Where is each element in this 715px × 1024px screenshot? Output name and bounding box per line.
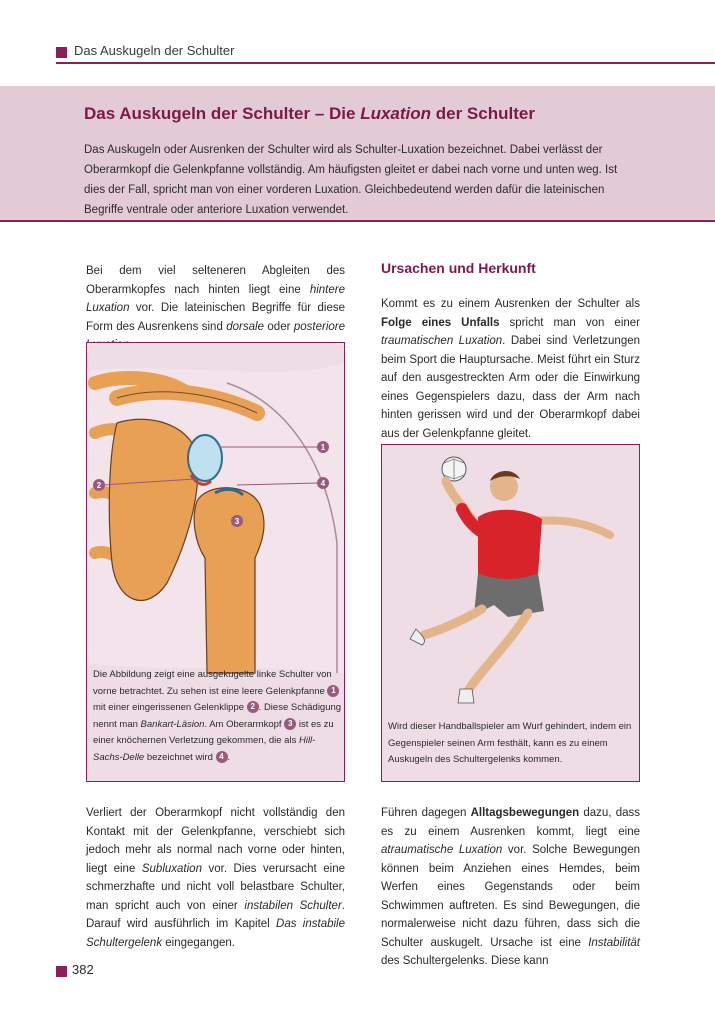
intro-line: Begriffe ventrale oder anteriore Luxation verwendet. bbox=[84, 204, 349, 216]
intro-title: Das Auskugeln der Schulter – Die Luxation der Schulter bbox=[84, 104, 535, 123]
right-paragraph-2: Führen dagegen Alltagsbewegungen dazu, dass es zu einem Ausrenken kommt, liegt eine atraumatische Luxation vor. Solche Bewegungen können beim Anziehen eines Hemdes, beim Werfen eines Gegenstands oder beim Schwimmen auftreten. Es sind Bewegungen, die normalerweise nicht dazu führen, dass sich die Schulter auskugelt. Ursache ist eine Instabilität des Schultergelenks. Diese kann bbox=[381, 807, 640, 967]
callout-1: 1 bbox=[320, 443, 326, 452]
figure2-caption: Wird dieser Handballspieler am Wurf gehindert, indem ein Gegenspieler seinen Arm festhält, kann es zu einem Auskugeln des Schultergelenks kommen. bbox=[388, 721, 632, 765]
intro-line: Oberarmkopf die Gelenkpfanne vollständig. Am häufigsten gleitet er dabei nach vorne und unten weg. Ist bbox=[84, 164, 618, 176]
footer-marker bbox=[56, 966, 67, 977]
left-paragraph-2: Verliert der Oberarmkopf nicht vollständig den Kontakt mit der Gelenkpfanne, verschiebt sich jedoch mehr als normal nach vorne oder hinten, liegt eine Subluxation vor. Dies verursacht eine schmerzhafte und nicht voll belastbare Schulter, man spricht auch von einer instabilen Schulter. Darauf wird ausführlich im Kapitel Das instabile Schultergelenk eingegangen. bbox=[86, 807, 345, 949]
section-title: Ursachen und Herkunft bbox=[381, 260, 536, 276]
callout-2: 2 bbox=[96, 481, 102, 490]
intro-line: dies der Fall, spricht man von einer vorderen Luxation. Gleichbedeutend werden dafür die lateinischen bbox=[84, 184, 605, 196]
right-paragraph-1: Kommt es zu einem Ausrenken der Schulter als Folge eines Unfalls spricht man von einer traumatischen Luxation. Dabei sind Verletzungen beim Sport die Hauptursache. Meist führt ein Sturz auf den ausgestreckten Arm oder die Einwirkung eines Gegenspielers dazu, dass der Arm nach hinten gerissen wird und der Oberarmkopf dabei aus der Gelenkpfanne gleitet. bbox=[381, 298, 641, 440]
callout-3: 3 bbox=[234, 517, 240, 526]
header-marker bbox=[56, 47, 67, 58]
running-header bbox=[56, 42, 715, 66]
handball-figure bbox=[381, 444, 640, 782]
left-paragraph-1: Bei dem viel selteneren Abgleiten des Oberarmkopfes nach hinten liegt eine hintere Luxation vor. Die lateinischen Begriffe für diese Form des Ausrenkens sind dorsale oder posteriore bbox=[86, 265, 345, 333]
figure1-caption: Die Abbildung zeigt eine ausgekugelte linke Schulter von vorne betrachtet. Zu sehen ist eine leere Gelenkpfanne 1 mit einer eingerissenen Gelenklippe 2 . Diese Schädigung nennt man Bankart-Läsion. Am Oberarmkopf 3 ist es zu einer knöchernen Verletzung gekommen, die als Hill-Sachs-Delle bezeichnet wird 4 . bbox=[93, 669, 342, 763]
intro-line: Das Auskugeln oder Ausrenken der Schulter wird als Schulter-Luxation bezeichnet. Dabei verlässt der bbox=[84, 144, 603, 156]
running-header-title: Das Auskugeln der Schulter bbox=[74, 43, 235, 58]
intro-text bbox=[84, 140, 652, 220]
header-rule bbox=[56, 62, 715, 64]
callout-4: 4 bbox=[320, 479, 326, 488]
page-number: 382 bbox=[72, 962, 94, 977]
shoulder-figure bbox=[86, 342, 345, 782]
